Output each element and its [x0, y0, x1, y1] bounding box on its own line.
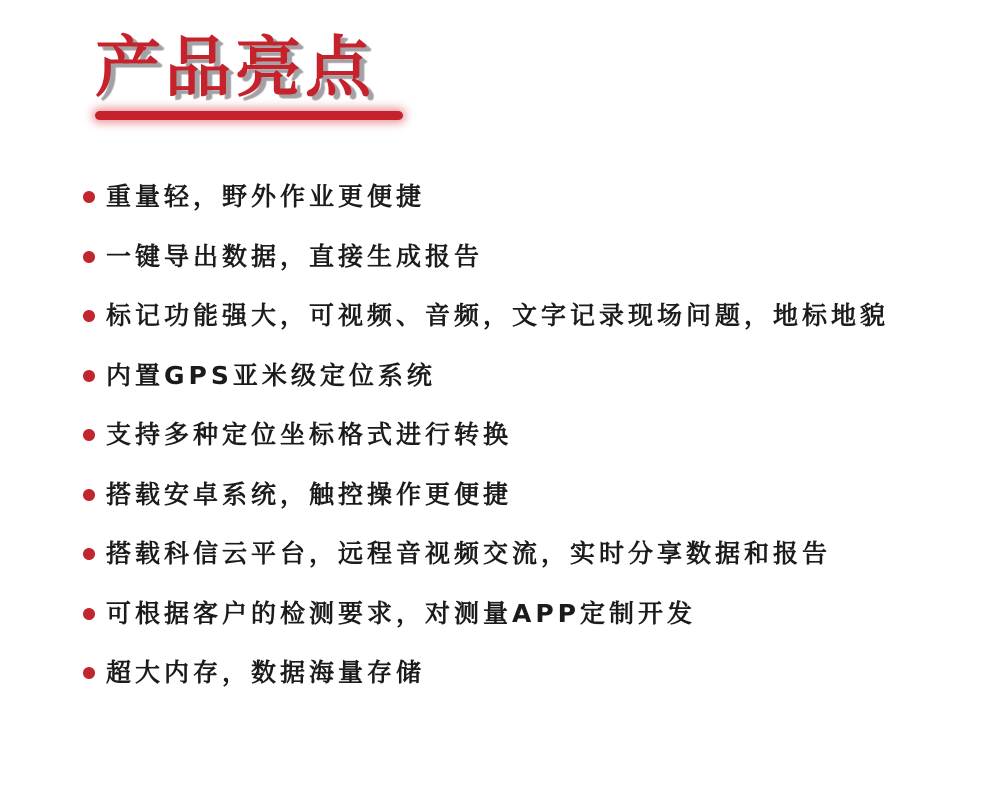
bullet-dot-icon [83, 429, 95, 441]
list-item-label: 搭载安卓系统，触控操作更便捷 [106, 479, 513, 509]
list-item-label: 一键导出数据，直接生成报告 [106, 241, 484, 271]
list-item-label: 内置GPS亚米级定位系统 [106, 360, 436, 390]
title-underline [95, 111, 403, 120]
list-item [83, 184, 889, 210]
bullet-dot-icon [83, 608, 95, 620]
page-title: 产品亮点 [95, 29, 375, 106]
bullet-dot-icon [83, 370, 95, 382]
list-item [83, 541, 889, 567]
list-item [83, 360, 889, 390]
list-item-label: 支持多种定位坐标格式进行转换 [106, 420, 513, 449]
list-item [83, 660, 889, 686]
bullet-dot-icon [83, 489, 95, 501]
bullet-dot-icon [83, 191, 95, 203]
list-item-label: 可根据客户的检测要求，对测量APP定制开发 [106, 598, 696, 628]
list-item-label: 标记功能强大，可视频、音频，文字记录现场问题，地标地貌 [106, 301, 890, 330]
bullet-dot-icon [83, 310, 95, 322]
list-item [83, 303, 889, 329]
list-item-label: 超大内存，数据海量存储 [106, 658, 426, 687]
list-item [83, 422, 889, 448]
bullet-dot-icon [83, 667, 95, 679]
list-item [83, 598, 889, 628]
bullet-dot-icon [83, 251, 95, 263]
list-item-label: 搭载科信云平台，远程音视频交流，实时分享数据和报告 [106, 539, 832, 568]
feature-list [83, 184, 889, 720]
list-item [83, 241, 889, 271]
bullet-dot-icon [83, 548, 95, 560]
list-item [83, 479, 889, 509]
list-item-label: 重量轻，野外作业更便捷 [106, 182, 426, 211]
title-block [95, 28, 403, 120]
